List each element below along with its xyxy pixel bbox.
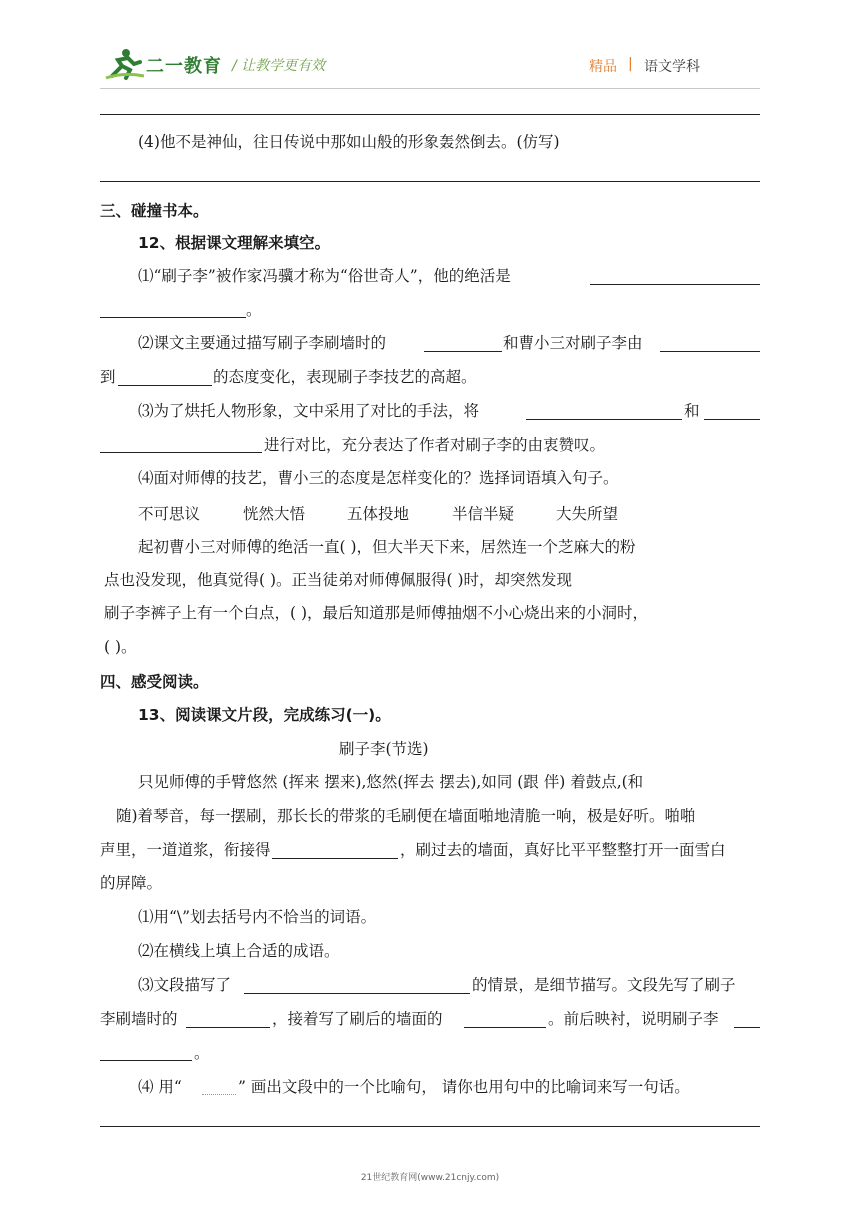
q12-4-text: ⑷面对师傅的技艺，曹小三的态度是怎样变化的？选择词语填入句子。 (138, 469, 619, 487)
q12-3-text-b: 和 (684, 402, 700, 420)
section4-title: 四、感受阅读。 (100, 673, 209, 691)
q12-2-text-a: ⑵课文主要通过描写刷子李刷墙时的 (138, 334, 387, 352)
q13-3-text-f: 。 (194, 1044, 210, 1062)
q12-2-text-c: 到 (100, 368, 116, 386)
answer-line-3 (100, 1126, 760, 1127)
q12-2-blank-3[interactable] (118, 385, 212, 386)
q12-2-text-b: 和曹小三对刷子李由 (503, 334, 643, 352)
passage-line-3a: 声里，一道道浆，衔接得 (100, 841, 271, 859)
q12-1-blank-2[interactable] (100, 317, 246, 318)
q12-1-blank-1[interactable] (590, 284, 760, 285)
header-separator: | (628, 56, 633, 72)
option-5: 大失所望 (556, 505, 619, 523)
q13-3-text-e: 。前后映衬，说明刷子李 (548, 1010, 719, 1028)
q13-3-text-c: 李刷墙时的 (100, 1010, 178, 1028)
q13-4-text-b: ” 画出文段中的一个比喻句， 请你也用句中的比喻词来写一句话。 (238, 1078, 690, 1096)
q12-3-text-a: ⑶为了烘托人物形象，文中采用了对比的手法，将 (138, 402, 480, 420)
option-4: 半信半疑 (452, 505, 515, 523)
section3-title: 三、碰撞书本。 (100, 202, 209, 220)
dotted-underline-sample (202, 1080, 236, 1095)
q12-1-text: ⑴“刷子李”被作家冯骥才称为“俗世奇人”，他的绝活是 (138, 267, 511, 285)
q13-3-blank-2[interactable] (186, 1027, 270, 1028)
logo-text: 二一教育 (146, 56, 222, 77)
q12-1-end: 。 (246, 301, 262, 319)
fill-para-line-2: 点也没发现，他真觉得( )。正当徒弟对师傅佩服得( )时，却突然发现 (104, 571, 573, 589)
q12-3-blank-2[interactable] (704, 419, 760, 420)
q13-1-text: ⑴用“\”划去括号内不恰当的词语。 (138, 908, 377, 926)
q12-2-text-d: 的态度变化，表现刷子李技艺的高超。 (213, 368, 477, 386)
q12-3-blank-3[interactable] (100, 452, 262, 453)
fill-para-line-1: 起初曹小三对师傅的绝活一直( )，但大半天下来，居然连一个芝麻大的粉 (138, 538, 636, 556)
q13-3-blank-4a[interactable] (734, 1027, 760, 1028)
passage-line-4: 的屏障。 (100, 874, 163, 892)
q13-title: 13、阅读课文片段，完成练习(一)。 (138, 706, 391, 724)
option-1: 不可思议 (138, 505, 201, 523)
q12-3-blank-1[interactable] (526, 419, 682, 420)
q11-4-text: (4)他不是神仙，往日传说中那如山般的形象轰然倒去。(仿写) (138, 133, 560, 151)
passage-line-1: 只见师傅的手臂悠然 (挥来 摆来),悠然(挥去 摆去),如同 (跟 伴) 着鼓点,(和 (138, 773, 644, 791)
subject-label: 语文学科 (644, 59, 700, 75)
answer-line-2 (100, 181, 760, 182)
q12-2-blank-1[interactable] (424, 351, 502, 352)
passage-line-2: 随)着琴音，每一摆刷，那长长的带浆的毛刷便在墙面啪地清脆一响，极是好听。啪啪 (116, 807, 696, 825)
fill-para-line-4: ( )。 (104, 638, 137, 656)
option-2: 恍然大悟 (243, 505, 306, 523)
q13-3-blank-1[interactable] (244, 993, 470, 994)
q12-title: 12、根据课文理解来填空。 (138, 234, 331, 252)
header-divider (100, 88, 760, 89)
answer-line-1 (100, 114, 760, 115)
q13-3-text-d: ，接着写了刷后的墙面的 (272, 1010, 443, 1028)
footer-text: 21世纪教育网(www.21cnjy.com) (360, 1173, 500, 1183)
q12-3-text-c: 进行对比，充分表达了作者对刷子李的由衷赞叹。 (264, 436, 606, 454)
q13-3-blank-3[interactable] (464, 1027, 546, 1028)
q13-3-blank-4b[interactable] (100, 1060, 192, 1061)
fill-para-line-3: 刷子李裤子上有一个白点，( )，最后知道那是师傅抽烟不小心烧出来的小洞时， (104, 604, 649, 622)
q13-3-text-a: ⑶文段描写了 (138, 976, 232, 994)
q13-3-text-b: 的情景，是细节描写。文段先写了刷子 (472, 976, 736, 994)
q12-2-blank-2[interactable] (660, 351, 760, 352)
passage-line-3b: ，刷过去的墙面，真好比平平整整打开一面雪白 (400, 841, 726, 859)
q13-2-text: ⑵在横线上填上合适的成语。 (138, 942, 340, 960)
q13-4-text-a: ⑷ 用“ (138, 1078, 182, 1096)
passage-blank[interactable] (272, 858, 398, 859)
slogan: / 让教学更有效 (232, 58, 326, 74)
option-3: 五体投地 (347, 505, 410, 523)
jingpin-label: 精品 (589, 59, 617, 75)
passage-title: 刷子李(节选) (339, 740, 429, 758)
